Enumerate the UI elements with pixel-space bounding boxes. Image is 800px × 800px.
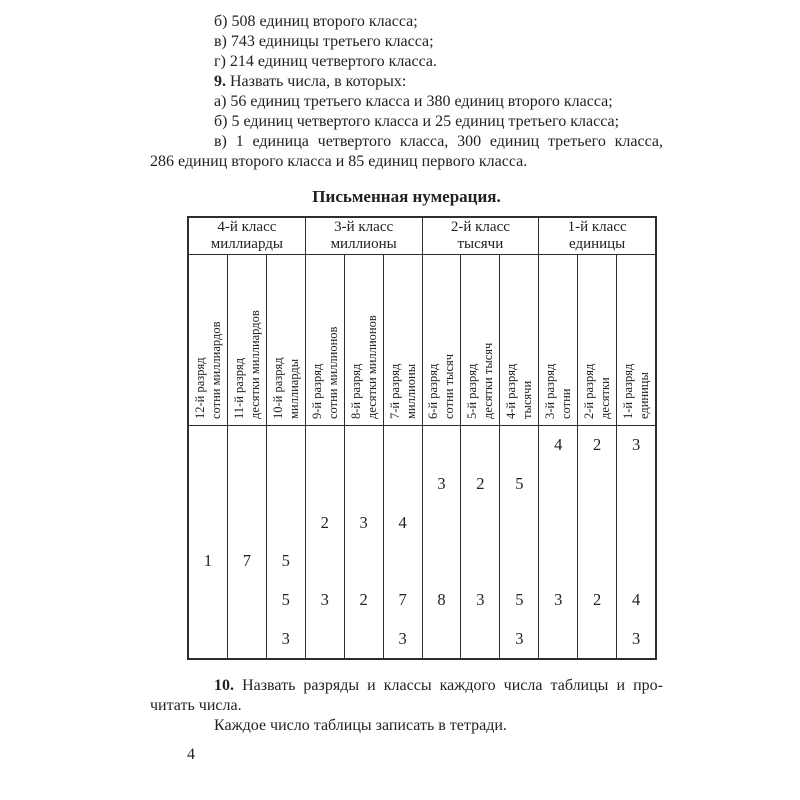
rank-number: 3-й разряд — [543, 363, 558, 419]
digit-column — [577, 426, 616, 658]
digit-cell — [461, 542, 499, 581]
class-header-thousands — [422, 218, 539, 254]
digit-cell — [267, 503, 305, 542]
list-item-g: г) 214 единиц четвертого класса. — [214, 53, 437, 70]
rank-header-label — [387, 259, 419, 421]
digit-column — [266, 426, 305, 658]
digit-cell: 5 — [515, 590, 524, 610]
list-item-v: в) 743 единицы третьего класса; — [214, 33, 434, 50]
digit-cell: 2 — [320, 512, 329, 532]
digit-cell — [189, 503, 227, 542]
rank-unit: сотни миллиардов — [208, 321, 223, 419]
class-unit: миллиарды — [210, 236, 283, 252]
digit-cell — [189, 581, 227, 620]
rank-header-cell — [616, 255, 655, 425]
digit-column — [305, 426, 344, 658]
digit-cell — [189, 619, 227, 658]
rank-unit: тысячи — [520, 380, 535, 419]
digit-cell — [617, 542, 655, 581]
rank-header-cell — [344, 255, 383, 425]
digit-cell — [189, 426, 227, 465]
digit-cell — [345, 542, 383, 581]
digit-cell: 3 — [515, 628, 524, 648]
digit-cell — [228, 465, 266, 504]
digit-column — [227, 426, 266, 658]
digit-cell — [384, 426, 422, 465]
digit-column — [460, 426, 499, 658]
rank-unit: сотни тысяч — [442, 353, 457, 419]
digit-cell: 7 — [398, 590, 407, 610]
rank-header-label — [231, 259, 263, 421]
digit-cell — [578, 465, 616, 504]
digit-cell — [228, 581, 266, 620]
digit-cell — [539, 619, 577, 658]
rank-number: 7-й разряд — [387, 363, 402, 419]
digit-cell — [306, 542, 344, 581]
digit-cell — [617, 503, 655, 542]
digit-cell — [306, 426, 344, 465]
digit-cell: 7 — [242, 551, 251, 571]
exercise-10-number: 10. — [214, 677, 234, 694]
digit-cell: 3 — [320, 590, 329, 610]
rank-number: 9-й разряд — [309, 363, 324, 419]
rank-header-cell — [422, 255, 461, 425]
class-unit: тысячи — [457, 236, 504, 252]
digit-column — [499, 426, 538, 658]
class-header-billions — [189, 218, 305, 254]
rank-unit: единицы — [637, 372, 652, 419]
class-name: 2-й класс — [450, 219, 510, 235]
rank-unit: десятки тысяч — [481, 342, 496, 419]
rank-header-cell — [227, 255, 266, 425]
digit-cell: 3 — [631, 435, 641, 455]
digit-cell — [306, 465, 344, 504]
rank-header-cell — [499, 255, 538, 425]
digit-cell — [423, 503, 461, 542]
list-item-b: б) 508 единиц второго класса; — [214, 13, 418, 30]
digit-cell — [189, 465, 227, 504]
rank-number: 5-й разряд — [465, 363, 480, 419]
rank-header-row — [189, 255, 655, 426]
rank-header-label — [425, 259, 457, 421]
digit-cell — [423, 619, 461, 658]
digit-cell — [345, 426, 383, 465]
digit-cell — [306, 619, 344, 658]
rank-header-label — [503, 259, 535, 421]
digit-column — [616, 426, 655, 658]
rank-number: 6-й разряд — [426, 363, 441, 419]
exercise-9-item-b: б) 5 единиц четвертого класса и 25 единиц третьего класса; — [214, 113, 620, 130]
rank-number: 10-й разряд — [270, 357, 285, 419]
digit-cell: 3 — [281, 628, 290, 648]
rank-number: 4-й разряд — [504, 363, 519, 419]
digit-cell — [228, 503, 266, 542]
rank-number: 12-й разряд — [192, 357, 207, 419]
digit-cell — [500, 426, 538, 465]
exercise-10-note: Каждое число таблицы записать в тетради. — [214, 717, 507, 734]
rank-unit: десятки миллиардов — [247, 310, 262, 419]
rank-number: 11-й разряд — [231, 357, 246, 419]
digit-column — [344, 426, 383, 658]
digit-cell: 5 — [281, 590, 290, 610]
rank-header-label — [620, 259, 652, 421]
digit-cell — [461, 619, 499, 658]
digit-cell — [384, 542, 422, 581]
rank-unit: миллиарды — [286, 358, 301, 419]
digit-cell: 3 — [554, 590, 563, 610]
class-header-row — [189, 218, 655, 255]
digit-cell: 3 — [359, 512, 368, 532]
digit-cell — [500, 542, 538, 581]
digit-column — [538, 426, 577, 658]
rank-number: 2-й разряд — [582, 363, 597, 419]
rank-number: 8-й разряд — [348, 363, 363, 419]
digit-cell — [228, 619, 266, 658]
digit-cell — [267, 426, 305, 465]
rank-unit: десятки — [598, 377, 613, 419]
digit-column — [189, 426, 227, 658]
class-unit: миллионы — [330, 236, 397, 252]
exercise-10-text-continued: читать числа. — [150, 697, 242, 714]
digit-cell: 3 — [476, 590, 485, 610]
rank-header-label — [581, 259, 613, 421]
digit-cell — [423, 542, 461, 581]
digit-cell — [228, 426, 266, 465]
digit-cell: 4 — [554, 435, 563, 455]
class-unit: единицы — [568, 236, 626, 252]
exercise-9-number: 9. — [214, 73, 226, 90]
rank-header-label — [309, 259, 341, 421]
rank-unit: десятки миллионов — [364, 315, 379, 419]
rank-header-label — [464, 259, 496, 421]
rank-unit: миллионы — [403, 363, 418, 419]
class-name: 4-й класс — [217, 219, 277, 235]
table-data-grid — [189, 426, 655, 658]
digit-cell — [578, 542, 616, 581]
rank-header-label — [270, 259, 302, 421]
class-name: 1-й класс — [567, 219, 627, 235]
digit-cell: 2 — [593, 590, 602, 610]
rank-header-cell — [538, 255, 577, 425]
rank-header-cell — [383, 255, 422, 425]
digit-cell: 8 — [437, 590, 446, 610]
rank-unit: сотни миллионов — [325, 326, 340, 419]
digit-cell: 5 — [515, 474, 524, 493]
digit-cell: 5 — [281, 551, 290, 571]
rank-header-cell — [577, 255, 616, 425]
digit-cell: 2 — [476, 474, 485, 493]
section-title: Письменная нумерация. — [312, 187, 501, 206]
digit-cell: 1 — [203, 551, 213, 571]
digit-cell — [345, 619, 383, 658]
numeration-table — [187, 216, 657, 660]
page-number: 4 — [187, 746, 195, 763]
digit-cell — [539, 465, 577, 504]
exercise-10-text: Назвать разряды и классы каждого числа таблицы и про- — [242, 677, 663, 694]
digit-cell — [345, 465, 383, 504]
digit-cell: 3 — [398, 628, 407, 648]
exercise-10-heading — [150, 676, 663, 696]
digit-cell: 3 — [631, 628, 641, 648]
rank-header-cell — [266, 255, 305, 425]
rank-header-cell — [305, 255, 344, 425]
digit-cell: 4 — [631, 590, 641, 610]
rank-header-cell — [460, 255, 499, 425]
digit-cell — [617, 465, 655, 504]
digit-cell: 2 — [359, 590, 368, 610]
class-name: 3-й класс — [334, 219, 394, 235]
rank-header-label — [348, 259, 380, 421]
exercise-9-item-v: в) 1 единица четвертого класса, 300 единиц третьего класса, — [214, 133, 663, 150]
exercise-9-text: Назвать числа, в которых: — [230, 73, 407, 90]
digit-cell — [384, 465, 422, 504]
digit-cell: 4 — [398, 512, 407, 532]
exercise-9-item-a: а) 56 единиц третьего класса и 380 единиц второго класса; — [214, 93, 613, 110]
digit-cell — [539, 542, 577, 581]
digit-cell — [500, 503, 538, 542]
digit-column — [422, 426, 461, 658]
exercise-9-heading — [150, 72, 663, 92]
exercise-9-item-v-continued: 286 единиц второго класса и 85 единиц первого класса. — [150, 153, 528, 170]
digit-cell — [461, 426, 499, 465]
digit-cell — [539, 503, 577, 542]
digit-cell — [578, 503, 616, 542]
digit-column — [383, 426, 422, 658]
digit-cell — [578, 619, 616, 658]
digit-cell: 2 — [593, 435, 602, 455]
digit-cell — [423, 426, 461, 465]
class-header-millions — [305, 218, 422, 254]
rank-unit: сотни — [559, 388, 574, 419]
class-header-units — [538, 218, 655, 254]
text-block — [150, 12, 663, 736]
rank-header-cell — [189, 255, 227, 425]
rank-header-label — [542, 259, 574, 421]
rank-number: 1-й разряд — [621, 363, 636, 419]
digit-cell: 3 — [437, 474, 446, 493]
rank-header-label — [192, 259, 224, 421]
digit-cell — [461, 503, 499, 542]
digit-cell — [267, 465, 305, 504]
